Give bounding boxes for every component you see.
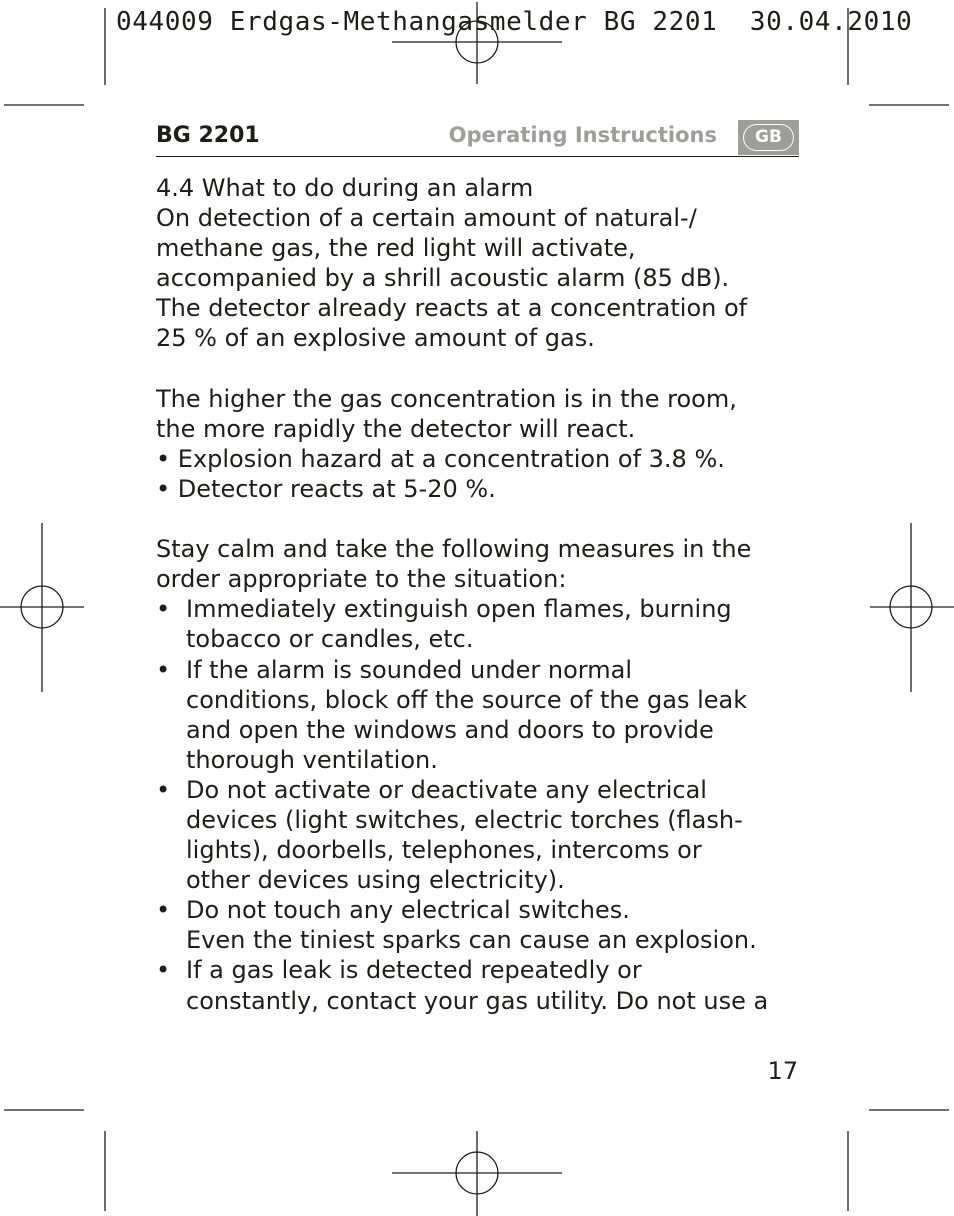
registration-target-right	[870, 523, 954, 692]
registration-target-bottom	[392, 1131, 562, 1216]
text-line: On detection of a certain amount of natural-/	[156, 204, 697, 233]
paragraph-gap	[156, 354, 806, 384]
text-line: • Explosion hazard at a concentration of 3.8 %.	[156, 444, 725, 473]
page-header	[156, 120, 799, 157]
list-item-line: other devices using electricity).	[186, 866, 565, 895]
text-line: methane gas, the red light will activate,	[156, 234, 636, 263]
list-item-line: If the alarm is sounded under normal	[186, 655, 632, 684]
text-line: order appropriate to the situation:	[156, 565, 567, 594]
language-code: GB	[743, 124, 794, 151]
list-item-line: tobacco or candles, etc.	[186, 625, 474, 654]
text-line: accompanied by a shrill acoustic alarm (85 dB).	[156, 264, 730, 293]
list-item-line: Do not activate or deactivate any electrical	[186, 775, 707, 804]
text-line: 25 % of an explosive amount of gas.	[156, 324, 595, 353]
list-item	[156, 955, 806, 1015]
language-badge	[738, 120, 799, 155]
model-name: BG 2201	[156, 123, 260, 148]
list-item-line: lights), doorbells, telephones, intercoms or	[186, 836, 702, 865]
bullet-icon: •	[156, 775, 171, 804]
concentration-paragraph	[156, 384, 806, 504]
list-item-line: Immediately extinguish open flames, burning	[186, 595, 732, 624]
measures-list	[156, 594, 806, 1015]
list-item	[156, 594, 806, 654]
text-line: The detector already reacts at a concentration of	[156, 294, 748, 323]
text-line: • Detector reacts at 5-20 %.	[156, 474, 496, 503]
list-item	[156, 895, 806, 955]
main-content	[156, 173, 806, 1016]
section-title: Operating Instructions	[448, 123, 717, 147]
intro-paragraph	[156, 203, 806, 353]
list-item-line: constantly, contact your gas utility. Do not use a	[186, 986, 769, 1015]
list-item-line: thorough ventilation.	[186, 745, 438, 774]
text-line: Stay calm and take the following measures in the	[156, 535, 752, 564]
list-item-line: conditions, block off the source of the gas leak	[186, 685, 748, 714]
list-item-line: and open the windows and doors to provide	[186, 715, 714, 744]
measures-intro-paragraph	[156, 534, 806, 594]
section-heading: 4.4 What to do during an alarm	[156, 174, 534, 202]
text-line: The higher the gas concentration is in the room,	[156, 384, 737, 413]
list-item	[156, 775, 806, 895]
text-line: the more rapidly the detector will react.	[156, 414, 636, 443]
print-slug-line: 044009 Erdgas-Methangasmelder BG 2201 30.04.2010	[116, 7, 913, 37]
list-item-line: devices (light switches, electric torches (flash-	[186, 805, 743, 834]
list-item-line: If a gas leak is detected repeatedly or	[186, 956, 642, 985]
bullet-icon: •	[156, 655, 171, 684]
paragraph-gap	[156, 504, 806, 534]
list-item-line: Do not touch any electrical switches.	[186, 896, 630, 925]
list-item	[156, 655, 806, 775]
page-number: 17	[767, 1057, 798, 1085]
list-item-line: Even the tiniest sparks can cause an explosion.	[186, 926, 757, 955]
bullet-icon: •	[156, 595, 171, 624]
bullet-icon: •	[156, 896, 171, 925]
registration-target-left	[0, 523, 84, 692]
bullet-icon: •	[156, 956, 171, 985]
